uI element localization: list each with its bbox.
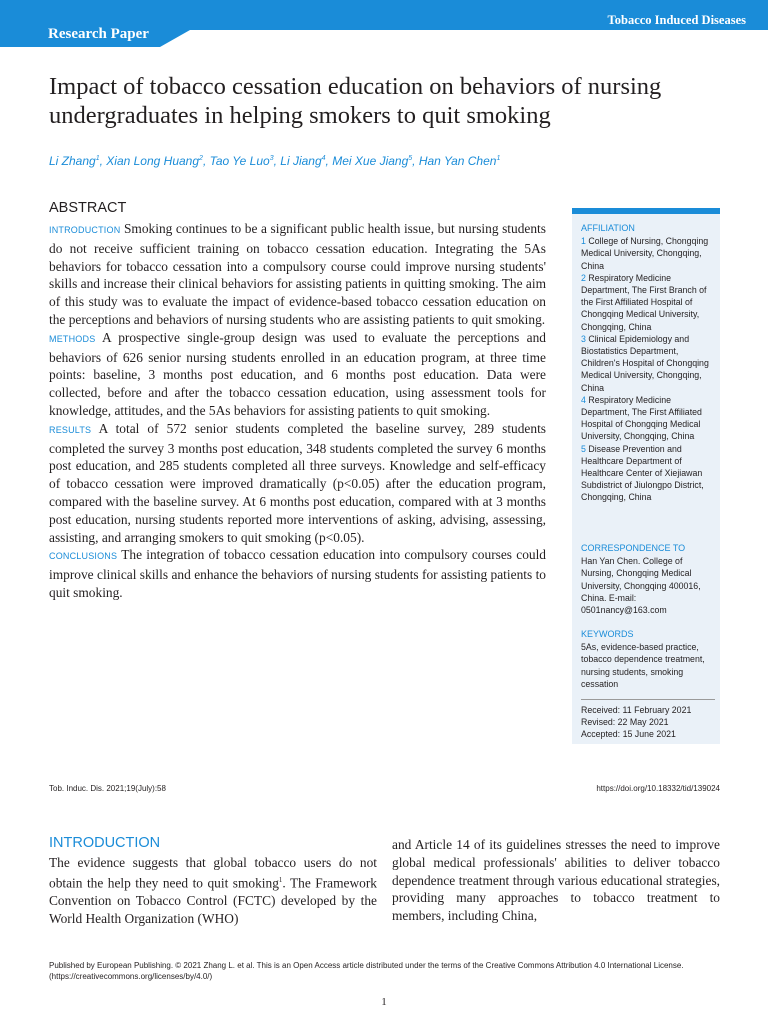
abstract-body: [49, 220, 546, 602]
accepted-date: Accepted: 15 June 2021: [581, 729, 676, 740]
doi-link[interactable]: https://doi.org/10.18332/tid/139024: [596, 784, 720, 793]
correspondence-text: Han Yan Chen. College of Nursing, Chongqing Medical University, Chongqing 400016, China. E-mail: 0501nancy@163.com: [581, 556, 701, 616]
affiliation-4: 4 Respiratory Medicine Department, The First Affiliated Hospital of Chongqing Medical University, Chongqing, China: [581, 394, 702, 442]
abstract-conclusions: [49, 546, 546, 601]
correspondence-heading: CORRESPONDENCE TO: [581, 543, 686, 553]
affiliation-3: 3 Clinical Epidemiology and Biostatistics Department, Children's Hospital of Chongqing Medical University, Chongqing, China: [581, 333, 709, 393]
abstract-heading: ABSTRACT: [49, 200, 127, 216]
sidebar-accent-bar: [572, 208, 720, 214]
dates-block: [581, 704, 715, 741]
author-5[interactable]: Mei Xue Jiang$^5$: [332, 154, 413, 168]
abstract-introduction-text: Smoking continues to be a significant public health issue, but nursing students do not receive sufficient training on tobacco cessation education. Integrating the 5As behaviors for tobacco cessation into a compulsory course could improve nursing students' skills and increase their clinical behaviors for assisting patients in quitting smoking. The aim of this study was to evaluate the impact of evidence-based tobacco cessation education on the perceptions and behaviors of nursing students who are assisting patients to quit smoking.: [49, 221, 546, 327]
abstract-results: [49, 420, 546, 547]
correspondence-block: [581, 542, 715, 616]
keywords-block: [581, 628, 715, 690]
keywords-text: 5As, evidence-based practice, tobacco dependence treatment, nursing students, smoking cessation: [581, 642, 705, 689]
license-notice: Published by European Publishing. © 2021 Zhang L. et al. This is an Open Access article distributed under the terms of the Creative Commons Attribution 4.0 International License. (https://creativecommons.org/licenses/by/4.0/): [49, 961, 684, 981]
author-list: Li Zhang$^1$, Xian Long Huang$^2$, Tao Ye Luo$^3$, Li Jiang$^4$, Mei Xue Jiang$^5$, Han Yan Chen$^1$: [49, 154, 501, 168]
abstract-conclusions-text: The integration of tobacco cessation education into compulsory courses could improve clinical skills and enhance the behaviors of nursing students for assisting patients to quit smoking.: [49, 547, 546, 600]
affiliation-1: 1 College of Nursing, Chongqing Medical University, Chongqing, China: [581, 236, 709, 271]
author-3[interactable]: Tao Ye Luo$^3$: [209, 154, 274, 168]
article-title: Impact of tobacco cessation education on behaviors of nursing undergraduates in helping smokers to quit smoking: [49, 73, 662, 129]
article-type-badge: Research Paper: [48, 26, 149, 42]
affiliation-5: 5 Disease Prevention and Healthcare Department of Healthcare Center of Xiejiawan Subdistrict of Jiulongpo District, Chongqing, China: [581, 443, 704, 503]
abstract-methods-text: A prospective single-group design was used to evaluate the perceptions and behaviors of 626 senior nursing students enrolled in an education program, at three time points: baseline, 3 months post education, and 6 months post education. Data were collected, before and after the tobacco cessation education, using assessment tools for knowledge, attitudes, and the 5As behaviors for assisting patients to quit smoking.: [49, 329, 546, 418]
affiliation-2: 2 Respiratory Medicine Department, The First Branch of the First Affiliated Hospital of Chongqing Medical University, Chongqing, China: [581, 272, 707, 332]
keywords-heading: KEYWORDS: [581, 629, 634, 639]
affiliation-heading: AFFILIATION: [581, 223, 635, 233]
article-info-sidebar: [572, 208, 720, 744]
author-2[interactable]: Xian Long Huang$^2$: [106, 154, 203, 168]
author-4[interactable]: Li Jiang$^4$: [280, 154, 326, 168]
revised-date: Revised: 22 May 2021: [581, 717, 669, 728]
author-6[interactable]: Han Yan Chen$^1$: [418, 154, 501, 168]
abstract-results-text: A total of 572 senior students completed the baseline survey, 289 students completed the survey 3 months post education, 348 students completed the survey 6 months post education, and 285 students completed all three surveys. Knowledge and self-efficacy of tobacco cessation were improved dramatically (p<0.05) after the education program, compared with the baseline survey. At 6 months post education, compared with at 3 months post education, nursing students reported more interventions of asking, advising, assessing, assisting, and arranging smokers to quit smoking (p<0.05).: [49, 420, 546, 545]
citation: Tob. Induc. Dis. 2021;19(July):58: [49, 784, 166, 793]
header-band: [0, 0, 768, 47]
sidebar-divider: [581, 699, 715, 700]
citation-ref-1[interactable]: 1: [278, 875, 283, 884]
abstract-conclusions-label: CONCLUSIONS: [49, 551, 118, 562]
journal-name: Tobacco Induced Diseases: [607, 13, 746, 27]
abstract-introduction-label: INTRODUCTION: [49, 225, 121, 235]
author-1[interactable]: Li Zhang$^1$: [49, 154, 100, 168]
abstract-introduction: [49, 220, 546, 329]
page-number: 1: [381, 996, 387, 1008]
received-date: Received: 11 February 2021: [581, 705, 692, 715]
abstract-methods: [49, 329, 546, 420]
affiliation-block: [581, 222, 715, 504]
introduction-right-column: and Article 14 of its guidelines stresses the need to improve global medical professionals' abilities to deliver tobacco dependence treatment through various educational strategies, providing many approaches to tobacco treatment to members, including China,: [392, 837, 720, 924]
introduction-heading: INTRODUCTION: [49, 835, 161, 851]
abstract-methods-label: METHODS: [49, 333, 96, 344]
abstract-results-label: RESULTS: [49, 424, 92, 435]
introduction-left-column: The evidence suggests that global tobacco users do not obtain the help they need to quit smoking$^1$. The Framework Convention on Tobacco Control (FCTC) developed by the World Health Organization (WHO): [49, 855, 377, 926]
